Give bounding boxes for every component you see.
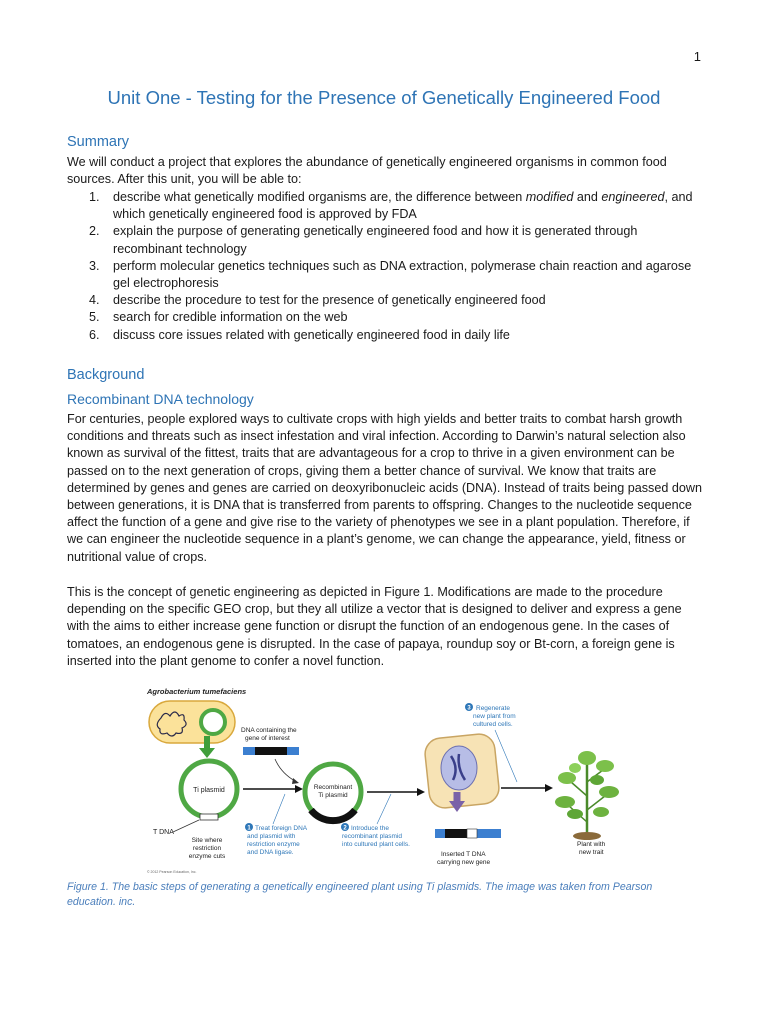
page-title: Unit One - Testing for the Presence of Genetically Engineered Food [107, 87, 661, 108]
list-number: 1. [89, 190, 100, 204]
leader-line [377, 794, 391, 824]
figure-caption: Figure 1. The basic steps of generating a genetically engineered plant using Ti plasmids. The image was taken from Pearson education. inc. [67, 881, 653, 908]
arrow-head-icon [417, 788, 425, 796]
inserted-label-line1: Inserted T DNA [441, 851, 486, 858]
recombinant-dna-heading: Recombinant DNA technology [67, 391, 254, 407]
agrobacterium-label: Agrobacterium tumefaciens [147, 687, 247, 696]
summary-intro: We will conduct a project that explores the abundance of genetically engineered organisms in common food sources. After this unit, you will be able to: [67, 155, 667, 187]
step3-number: 3 [467, 705, 471, 712]
background-paragraph-1: For centuries, people explored ways to cultivate crops with high yields and better traits to combat harsh growth conditions and threats such as insect infestation and viral infection. According to Darwin’s natural selection also known as survival of the fittest, traits that are advantageous for a crop to thrive in a given environment can be passed on to the next generation of crops, giving them a better chance of survival. We know that traits are determined by genes and genes are carried on deoxyribonucleic acids (DNA). Instead of traits being passed down between generations, it is DNA that is transferred from parents to offspring. Changes to the nucleotide sequence affect the function of a gene and give rise to the variety of phenotypes we see in a plant population. Therefore, if we can engineer the nucleotide sequence in a plant’s genome, we can change the appearance, yield, fitness or nutritional value of crops. [67, 412, 702, 564]
t-dna-border [467, 829, 477, 838]
leader-line [273, 794, 285, 824]
leader-line [173, 820, 199, 832]
list-number: 2. [89, 224, 100, 239]
ti-plasmid-label: Ti plasmid [193, 787, 225, 794]
ti-plasmid-diagram [145, 684, 625, 879]
summary-heading: Summary [67, 134, 130, 150]
t-dna-segment [200, 814, 218, 820]
step2-line1: Introduce the [351, 825, 389, 832]
list-text: , and which genetically engineered food is approved by FDA [113, 190, 693, 222]
step1-line3: restriction enzyme [247, 841, 300, 848]
transgenic-plant-icon [555, 751, 619, 840]
step3-line1: Regenerate [476, 705, 510, 712]
recombinant-label-line1: Recombinant [313, 784, 353, 791]
list-item [67, 223, 703, 257]
list-item [67, 309, 703, 326]
plant-label-line1: Plant with [577, 841, 606, 848]
t-dna-label: T DNA [153, 829, 174, 836]
figure-1 [145, 684, 625, 879]
list-item [67, 292, 703, 309]
gene-of-interest-segment [255, 747, 287, 755]
list-number: 3. [89, 258, 100, 273]
arrow-head-icon [295, 785, 303, 793]
site-label-line2: restriction [192, 845, 222, 852]
inserted-gene-segment [445, 829, 467, 838]
step3-line2: new plant from [473, 713, 516, 720]
list-text: describe what genetically modified organisms are, the difference between [113, 190, 526, 204]
list-text: search for credible information on the web [113, 310, 348, 325]
list-text: explain the purpose of generating genetically engineered food and how it is generated through recombinant technology [113, 224, 638, 256]
list-item [67, 189, 703, 223]
objectives-list [67, 189, 703, 344]
background-heading: Background [67, 367, 145, 383]
list-item [67, 258, 703, 292]
arrow-head-icon [545, 784, 553, 792]
site-label-line1: Site where [191, 837, 223, 844]
list-text: discuss core issues related with genetically engineered food in daily life [113, 327, 510, 342]
step2-line2: recombinant plasmid [342, 833, 402, 840]
step3-line3: cultured cells. [473, 721, 513, 728]
recombinant-label-line2: Ti plasmid [318, 792, 348, 799]
step2-line3: into cultured plant cells. [342, 841, 410, 848]
copyright-text: © 2012 Pearson Education, Inc. [147, 870, 197, 874]
list-number: 5. [89, 310, 100, 325]
step1-line2: and plasmid with [247, 833, 296, 840]
list-number: 4. [89, 293, 100, 308]
list-text: describe the procedure to test for the presence of genetically engineered food [113, 293, 546, 308]
arrow-head-icon [199, 748, 215, 758]
step1-line1: Treat foreign DNA [255, 825, 308, 832]
arrow-head-icon [292, 778, 299, 784]
list-number: 6. [89, 327, 100, 342]
insertion-arrow [275, 759, 295, 781]
emphasis-text: engineered [601, 190, 665, 204]
plant-label-line2: new trait [579, 849, 604, 856]
dna-gene-label-line2: gene of interest [245, 735, 290, 742]
dna-gene-label-line1: DNA containing the [241, 727, 297, 734]
emphasis-text: modified [525, 190, 574, 204]
step1-line4: and DNA ligase. [247, 849, 294, 856]
inserted-label-line2: carrying new gene [437, 859, 491, 866]
leader-line [495, 730, 517, 782]
list-text: and [573, 190, 602, 204]
site-label-line3: enzyme cuts [188, 853, 226, 860]
list-text: perform molecular genetics techniques such as DNA extraction, polymerase chain reaction and agarose gel electrophoresis [113, 258, 692, 291]
list-item [67, 327, 703, 344]
page-number: 1 [693, 49, 701, 64]
bacterial-plasmid-icon [201, 710, 225, 734]
step1-number: 1 [247, 825, 251, 832]
background-paragraph-2: This is the concept of genetic engineering as depicted in Figure 1. Modifications are made to the procedure depending on the specific GEO crop, but they all utilize a vector that is designed to deliver and express a gene with the aims to either increase gene function or disrupt the function of an endogenous gene. In the cases of tomatoes, an endogenous gene is disrupted. In the case of papaya, roundup soy or Bt-corn, a foreign gene is inserted into the plant genome to confer a novel function. [67, 585, 682, 668]
step2-number: 2 [343, 825, 347, 832]
